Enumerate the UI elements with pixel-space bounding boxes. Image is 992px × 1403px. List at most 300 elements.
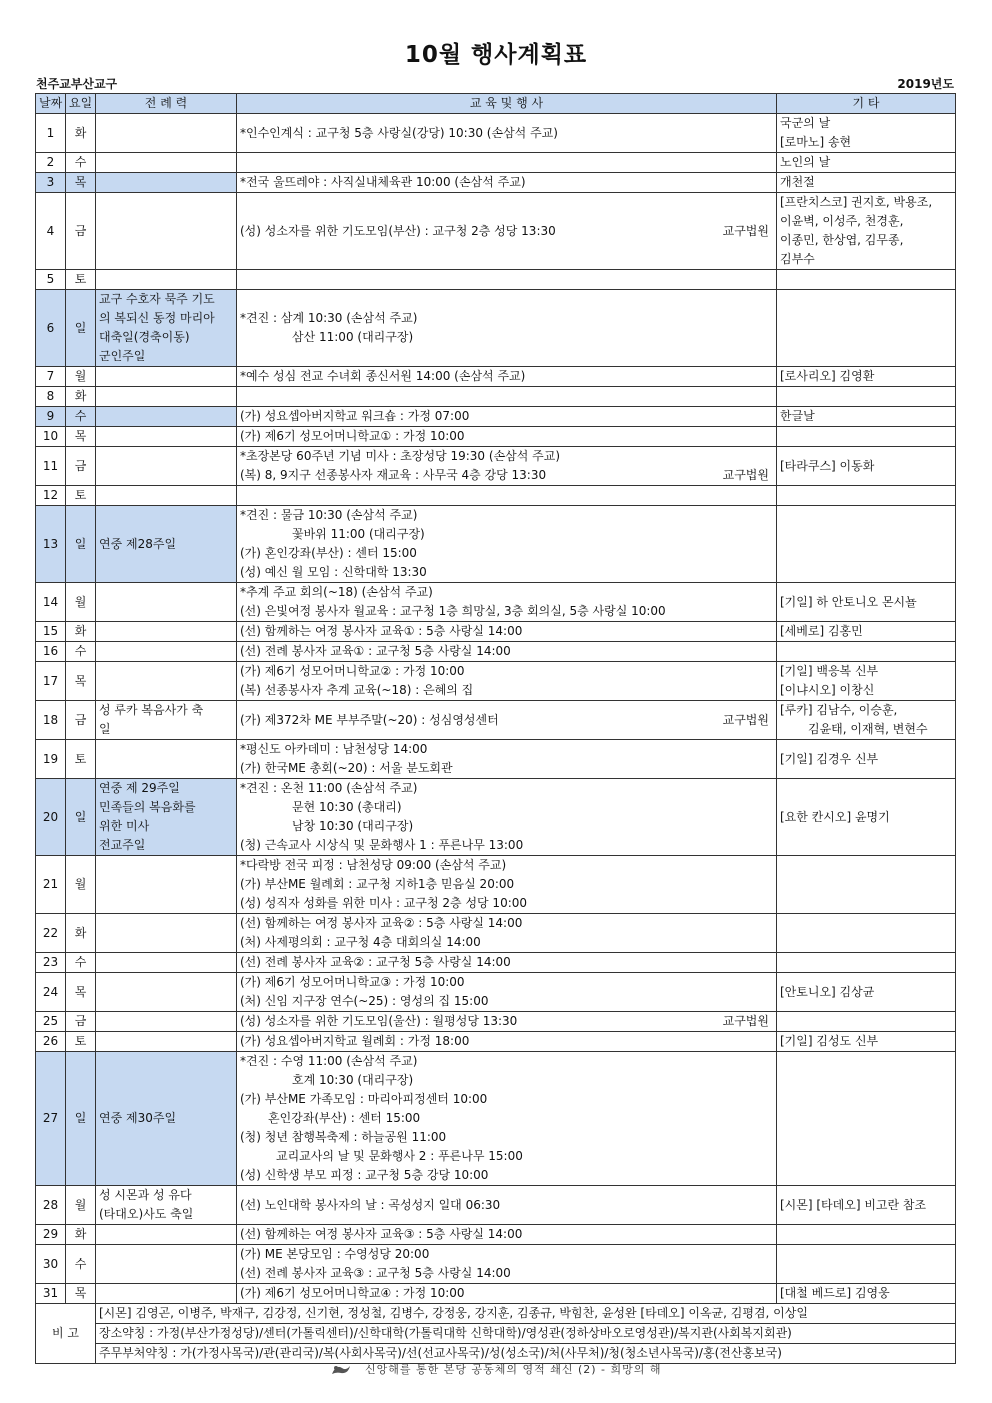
event-text: (선) 전례 봉사자 교육① : 교구청 5층 사랑실 14:00 (240, 644, 511, 658)
table-header-row (36, 94, 956, 114)
other-cell (777, 387, 956, 407)
other-cell (777, 1225, 956, 1245)
event-line (240, 740, 773, 759)
other-line: [요한 칸시오] 윤명기 (780, 809, 890, 824)
liturgy-cell (96, 173, 237, 193)
event-location-tag: 교구법원 (722, 1014, 769, 1028)
weekday-cell: 목 (66, 1284, 96, 1304)
liturgy-line: 위한 미사 (99, 819, 150, 833)
event-text: (성) 성소자를 위한 기도모임(울산) : 월평성당 13:30 (240, 1014, 518, 1028)
other-cell (777, 701, 956, 740)
event-line (240, 1071, 773, 1090)
day-cell: 20 (36, 779, 66, 856)
day-cell: 4 (36, 193, 66, 270)
event-line (240, 1147, 773, 1166)
events-cell (237, 973, 777, 1012)
event-text: (가) 제6기 성모어머니학교④ : 가정 10:00 (240, 1286, 465, 1300)
weekday-cell: 토 (66, 1032, 96, 1052)
liturgy-line: 연중 제28주일 (99, 536, 177, 551)
events-cell (237, 1245, 777, 1284)
day-cell: 23 (36, 953, 66, 973)
day-cell: 24 (36, 973, 66, 1012)
other-line: [시몬] [타데오] 비고란 참조 (780, 1197, 927, 1212)
liturgy-cell (96, 290, 237, 367)
event-line (240, 427, 773, 446)
event-text: *평신도 아카데미 : 남천성당 14:00 (240, 742, 428, 756)
header-weekday: 요일 (66, 94, 96, 114)
events-cell (237, 173, 777, 193)
event-text: (복) 선종봉사자 추계 교육(~18) : 은혜의 집 (240, 683, 474, 697)
day-cell: 10 (36, 427, 66, 447)
table-row (36, 662, 956, 701)
table-row (36, 173, 956, 193)
event-line (240, 856, 773, 875)
weekday-cell: 금 (66, 1012, 96, 1032)
event-line (240, 817, 773, 836)
weekday-cell: 화 (66, 1225, 96, 1245)
day-cell: 25 (36, 1012, 66, 1032)
other-cell (777, 367, 956, 387)
events-cell (237, 387, 777, 407)
liturgy-cell (96, 447, 237, 486)
liturgy-line: 연중 제30주일 (99, 1111, 177, 1125)
other-line: 개천절 (780, 175, 815, 189)
table-row (36, 622, 956, 642)
day-cell: 26 (36, 1032, 66, 1052)
other-cell (777, 153, 956, 173)
other-line: [기일] 김성도 신부 (780, 1034, 879, 1048)
event-line (240, 1109, 773, 1128)
weekday-cell: 금 (66, 193, 96, 270)
liturgy-cell (96, 407, 237, 427)
weekday-cell: 수 (66, 1245, 96, 1284)
weekday-cell: 일 (66, 779, 96, 856)
event-text: 삼산 11:00 (대리구장) (292, 330, 414, 344)
header-day: 날짜 (36, 94, 66, 114)
table-row (36, 506, 956, 583)
event-text: 남창 10:30 (대리구장) (292, 819, 414, 833)
event-text: (가) 부산ME 월례회 : 교구청 지하1층 믿음실 20:00 (240, 877, 515, 891)
liturgy-cell (96, 953, 237, 973)
liturgy-cell (96, 701, 237, 740)
event-text: 혼인강좌(부산) : 센터 15:00 (268, 1111, 421, 1125)
weekday-cell: 수 (66, 953, 96, 973)
event-line (240, 875, 773, 894)
event-text: (가) 제6기 성모어머니학교① : 가정 10:00 (240, 429, 465, 443)
notes-section (36, 1304, 956, 1364)
day-cell: 19 (36, 740, 66, 779)
events-cell (237, 642, 777, 662)
liturgy-cell (96, 662, 237, 701)
liturgy-cell (96, 427, 237, 447)
event-text: (가) 한국ME 총회(~20) : 서울 분도회관 (240, 761, 453, 775)
weekday-cell: 일 (66, 1052, 96, 1186)
table-row (36, 1186, 956, 1225)
day-cell: 14 (36, 583, 66, 622)
event-line (240, 407, 773, 426)
event-text: (처) 신임 지구장 연수(~25) : 영성의 집 15:00 (240, 994, 489, 1008)
event-line (240, 798, 773, 817)
other-line: [안토니오] 김상균 (780, 984, 875, 999)
event-text: *견진 : 온천 11:00 (손삼석 주교) (240, 781, 418, 795)
table-row (36, 387, 956, 407)
event-line (240, 1032, 773, 1051)
event-text: (선) 전례 봉사자 교육② : 교구청 5층 사랑실 14:00 (240, 955, 511, 969)
table-row (36, 447, 956, 486)
event-line (240, 836, 773, 855)
weekday-cell: 월 (66, 856, 96, 914)
schedule-table (35, 93, 956, 1364)
table-row (36, 270, 956, 290)
other-cell (777, 1032, 956, 1052)
liturgy-cell (96, 914, 237, 953)
table-row (36, 1284, 956, 1304)
events-cell (237, 953, 777, 973)
other-line: 한글날 (780, 409, 815, 423)
event-text: (선) 함께하는 여정 봉사자 교육② : 5층 사랑실 14:00 (240, 916, 523, 930)
event-line (240, 622, 773, 641)
liturgy-line: 민족들의 복음화를 (99, 800, 196, 814)
footer (0, 1361, 992, 1378)
other-line: 국군의 날 (780, 116, 831, 130)
day-cell: 3 (36, 173, 66, 193)
page-title: 10월 행사계획표 (404, 42, 588, 68)
event-text: (선) 전례 봉사자 교육③ : 교구청 5층 사랑실 14:00 (240, 1266, 511, 1280)
other-cell (777, 506, 956, 583)
event-text: (처) 사제평의회 : 교구청 4층 대회의실 14:00 (240, 935, 481, 949)
liturgy-cell (96, 1284, 237, 1304)
event-text: 문현 10:30 (총대리) (292, 800, 402, 814)
event-text: *전국 울뜨레야 : 사직실내체육관 10:00 (손삼석 주교) (240, 175, 526, 189)
liturgy-cell (96, 973, 237, 1012)
event-line (240, 173, 773, 192)
day-cell: 9 (36, 407, 66, 427)
liturgy-cell (96, 1225, 237, 1245)
other-cell (777, 173, 956, 193)
day-cell: 8 (36, 387, 66, 407)
events-cell (237, 856, 777, 914)
events-cell (237, 1032, 777, 1052)
table-row (36, 367, 956, 387)
schedule-body (36, 114, 956, 1304)
events-cell (237, 779, 777, 856)
event-text: 꽃바위 11:00 (대리구장) (292, 527, 425, 541)
event-line (240, 1225, 773, 1244)
notes-label: 비 고 (36, 1304, 96, 1364)
day-cell: 2 (36, 153, 66, 173)
events-cell (237, 193, 777, 270)
day-cell: 21 (36, 856, 66, 914)
liturgy-cell (96, 114, 237, 153)
event-text: (성) 신학생 부모 피정 : 교구청 5층 강당 10:00 (240, 1168, 489, 1182)
header-other: 기 타 (777, 94, 956, 114)
table-row (36, 1052, 956, 1186)
organization-name: 천주교부산교구 (36, 77, 118, 91)
table-row (36, 153, 956, 173)
event-line (240, 681, 773, 700)
event-text: (선) 함께하는 여정 봉사자 교육① : 5층 사랑실 14:00 (240, 624, 523, 638)
events-cell (237, 1012, 777, 1032)
event-text: (성) 예신 월 모임 : 신학대학 13:30 (240, 565, 427, 579)
other-line: 이종민, 한상엽, 김무종, (780, 233, 904, 247)
events-cell (237, 270, 777, 290)
table-row (36, 583, 956, 622)
table-row (36, 1245, 956, 1284)
table-row (36, 407, 956, 427)
events-cell (237, 622, 777, 642)
day-cell: 12 (36, 486, 66, 506)
event-line (240, 1284, 773, 1303)
event-text: (가) 제6기 성모어머니학교③ : 가정 10:00 (240, 975, 465, 989)
weekday-cell: 월 (66, 367, 96, 387)
weekday-cell: 수 (66, 407, 96, 427)
event-line (240, 602, 773, 621)
event-line (240, 662, 773, 681)
liturgy-cell (96, 506, 237, 583)
event-text: (성) 성소자를 위한 기도모임(부산) : 교구청 2층 성당 13:30 (240, 223, 556, 238)
events-cell (237, 367, 777, 387)
other-cell (777, 193, 956, 270)
event-line (240, 583, 773, 602)
event-line (240, 1196, 773, 1215)
day-cell: 27 (36, 1052, 66, 1186)
liturgy-line: 성 루카 복음사가 축 (99, 703, 204, 717)
footer-text: 신앙해를 통한 본당 공동체의 영적 쇄신 (2) - 희망의 해 (364, 1363, 662, 1376)
weekday-cell: 수 (66, 153, 96, 173)
table-row (36, 953, 956, 973)
event-line (240, 914, 773, 933)
other-cell (777, 407, 956, 427)
liturgy-cell (96, 1012, 237, 1032)
liturgy-cell (96, 1052, 237, 1186)
event-text: (가) 제372차 ME 부부주말(~20) : 성심영성센터 (240, 712, 499, 727)
event-location-tag: 교구법원 (722, 712, 769, 727)
liturgy-cell (96, 270, 237, 290)
day-cell: 11 (36, 447, 66, 486)
event-line (240, 933, 773, 952)
event-text: *견진 : 삼계 10:30 (손삼석 주교) (240, 311, 418, 325)
event-text: (가) ME 본당모임 : 수영성당 20:00 (240, 1247, 430, 1261)
day-cell: 18 (36, 701, 66, 740)
other-cell (777, 973, 956, 1012)
event-line (240, 894, 773, 913)
liturgy-cell (96, 193, 237, 270)
event-text: *추계 주교 회의(~18) (손삼석 주교) (240, 585, 433, 599)
header-events: 교 육 및 행 사 (237, 94, 777, 114)
weekday-cell: 화 (66, 387, 96, 407)
liturgy-line: 교구 수호자 묵주 기도 (99, 292, 215, 306)
table-row (36, 427, 956, 447)
liturgy-cell (96, 1245, 237, 1284)
other-cell (777, 740, 956, 779)
table-row (36, 1225, 956, 1245)
event-line (240, 124, 773, 143)
other-line: [기일] 백응복 신부 (780, 664, 879, 678)
event-text: (가) 혼인강좌(부산) : 센터 15:00 (240, 546, 417, 560)
day-cell: 13 (36, 506, 66, 583)
liturgy-cell (96, 486, 237, 506)
event-location-tag: 교구법원 (722, 468, 769, 482)
table-row (36, 193, 956, 270)
event-line (240, 447, 773, 466)
event-line (240, 506, 773, 525)
event-line (240, 973, 773, 992)
table-row (36, 642, 956, 662)
other-cell (777, 1052, 956, 1186)
event-line (240, 466, 773, 485)
event-text: *견진 : 물금 10:30 (손삼석 주교) (240, 508, 418, 522)
logo-icon (330, 1362, 352, 1378)
event-text: (청) 청년 참행복축제 : 하늘공원 11:00 (240, 1130, 447, 1144)
weekday-cell: 토 (66, 486, 96, 506)
event-text: *다락방 전국 피정 : 남천성당 09:00 (손삼석 주교) (240, 858, 507, 872)
events-cell (237, 486, 777, 506)
table-row (36, 486, 956, 506)
other-cell (777, 486, 956, 506)
year-label: 2019년도 (897, 77, 954, 91)
other-line: 김윤태, 이재혁, 변현수 (808, 722, 928, 736)
event-text: (선) 은빛여정 봉사자 월교육 : 교구청 1층 희망실, 3층 회의실, 5층 사랑실 10:00 (240, 604, 666, 618)
event-line (240, 1166, 773, 1185)
weekday-cell: 목 (66, 662, 96, 701)
other-line: [이냐시오] 이창신 (780, 683, 875, 697)
event-text: (가) 부산ME 가족모임 : 마리아피정센터 10:00 (240, 1092, 488, 1106)
note-line: 장소약칭 : 가정(부산가정성당)/센터(가톨릭센터)/신학대학(가톨릭대학 신학대학)/영성관(정하상바오로영성관)/복지관(사회복지회관) (96, 1324, 956, 1344)
other-cell (777, 427, 956, 447)
liturgy-line: (타대오)사도 축일 (99, 1207, 194, 1221)
day-cell: 17 (36, 662, 66, 701)
events-cell (237, 427, 777, 447)
liturgy-cell (96, 642, 237, 662)
liturgy-line: 대축일(경축이동) (99, 330, 190, 344)
events-cell (237, 740, 777, 779)
event-line (240, 309, 773, 328)
other-cell (777, 1245, 956, 1284)
other-cell (777, 583, 956, 622)
weekday-cell: 월 (66, 583, 96, 622)
event-line (240, 1052, 773, 1071)
event-text: *인수인계식 : 교구청 5층 사랑실(강당) 10:30 (손삼석 주교) (240, 125, 558, 140)
liturgy-line: 연중 제 29주일 (99, 781, 180, 795)
event-line (240, 759, 773, 778)
events-cell (237, 583, 777, 622)
event-line (240, 328, 773, 347)
other-cell (777, 1284, 956, 1304)
liturgy-cell (96, 779, 237, 856)
liturgy-cell (96, 1186, 237, 1225)
event-text: *견진 : 수영 11:00 (손삼석 주교) (240, 1054, 418, 1068)
liturgy-cell (96, 387, 237, 407)
event-line (240, 779, 773, 798)
events-cell (237, 1284, 777, 1304)
events-cell (237, 1052, 777, 1186)
liturgy-cell (96, 583, 237, 622)
events-cell (237, 506, 777, 583)
event-line (240, 525, 773, 544)
liturgy-line: 일 (99, 722, 111, 736)
event-text: 교리교사의 날 및 문화행사 2 : 푸른나무 15:00 (276, 1149, 523, 1163)
note-line: 주무부처약칭 : 가(가정사목국)/관(관리국)/복(사회사목국)/선(선교사목국)/성(성소국)/처(사무처)/청(청소년사목국)/홍(전산홍보국) (96, 1344, 956, 1364)
note-line: [시몬] 김영곤, 이병주, 박재구, 김강정, 신기현, 정성철, 김병수, 강정웅, 강지훈, 김종규, 박힘찬, 윤성완 [타데오] 이옥균, 김평겸, 이상일 (96, 1304, 956, 1324)
table-row (36, 290, 956, 367)
table-row (36, 1012, 956, 1032)
event-line (240, 1012, 773, 1031)
events-cell (237, 914, 777, 953)
event-line (240, 1090, 773, 1109)
day-cell: 15 (36, 622, 66, 642)
day-cell: 16 (36, 642, 66, 662)
events-cell (237, 1186, 777, 1225)
liturgy-line: 전교주일 (99, 838, 146, 852)
event-line (240, 1128, 773, 1147)
weekday-cell: 목 (66, 173, 96, 193)
events-cell (237, 290, 777, 367)
event-text: *초장본당 60주년 기념 미사 : 초장성당 19:30 (손삼석 주교) (240, 449, 561, 463)
other-cell (777, 622, 956, 642)
table-row (36, 1032, 956, 1052)
events-cell (237, 153, 777, 173)
note-row (36, 1304, 956, 1324)
weekday-cell: 화 (66, 622, 96, 642)
header-liturgy: 전 례 력 (96, 94, 237, 114)
event-line (240, 711, 773, 730)
event-text: (선) 노인대학 봉사자의 날 : 곡성성지 일대 06:30 (240, 1197, 501, 1212)
table-row (36, 914, 956, 953)
event-line (240, 953, 773, 972)
other-cell (777, 270, 956, 290)
event-line (240, 222, 773, 241)
events-cell (237, 407, 777, 427)
liturgy-line: 의 복되신 동정 마리아 (99, 311, 215, 325)
weekday-cell: 목 (66, 973, 96, 1012)
event-text: (청) 근속교사 시상식 및 문화행사 1 : 푸른나무 13:00 (240, 838, 524, 852)
other-line: 김부수 (780, 252, 815, 266)
day-cell: 7 (36, 367, 66, 387)
other-cell (777, 447, 956, 486)
liturgy-cell (96, 153, 237, 173)
day-cell: 22 (36, 914, 66, 953)
day-cell: 28 (36, 1186, 66, 1225)
event-text: (선) 함께하는 여정 봉사자 교육③ : 5층 사랑실 14:00 (240, 1227, 523, 1241)
table-row (36, 701, 956, 740)
other-line: [프란치스코] 권지호, 박용조, (780, 195, 933, 209)
other-line: [기일] 하 안토니오 몬시뇰 (780, 594, 917, 609)
other-cell (777, 662, 956, 701)
day-cell: 6 (36, 290, 66, 367)
other-cell (777, 290, 956, 367)
table-row (36, 114, 956, 153)
weekday-cell: 화 (66, 114, 96, 153)
table-row (36, 856, 956, 914)
other-cell (777, 856, 956, 914)
weekday-cell: 토 (66, 270, 96, 290)
liturgy-cell (96, 367, 237, 387)
event-location-tag: 교구법원 (722, 223, 769, 238)
weekday-cell: 월 (66, 1186, 96, 1225)
other-line: [대철 베드로] 김영웅 (780, 1286, 890, 1300)
day-cell: 31 (36, 1284, 66, 1304)
liturgy-cell (96, 622, 237, 642)
liturgy-cell (96, 856, 237, 914)
other-cell (777, 953, 956, 973)
event-text: (성) 성직자 성화를 위한 미사 : 교구청 2층 성당 10:00 (240, 896, 528, 910)
table-row (36, 779, 956, 856)
events-cell (237, 1225, 777, 1245)
events-cell (237, 701, 777, 740)
weekday-cell: 금 (66, 447, 96, 486)
other-line: [루카] 김남수, 이승훈, (780, 703, 898, 717)
liturgy-line: 성 시몬과 성 유다 (99, 1188, 192, 1202)
